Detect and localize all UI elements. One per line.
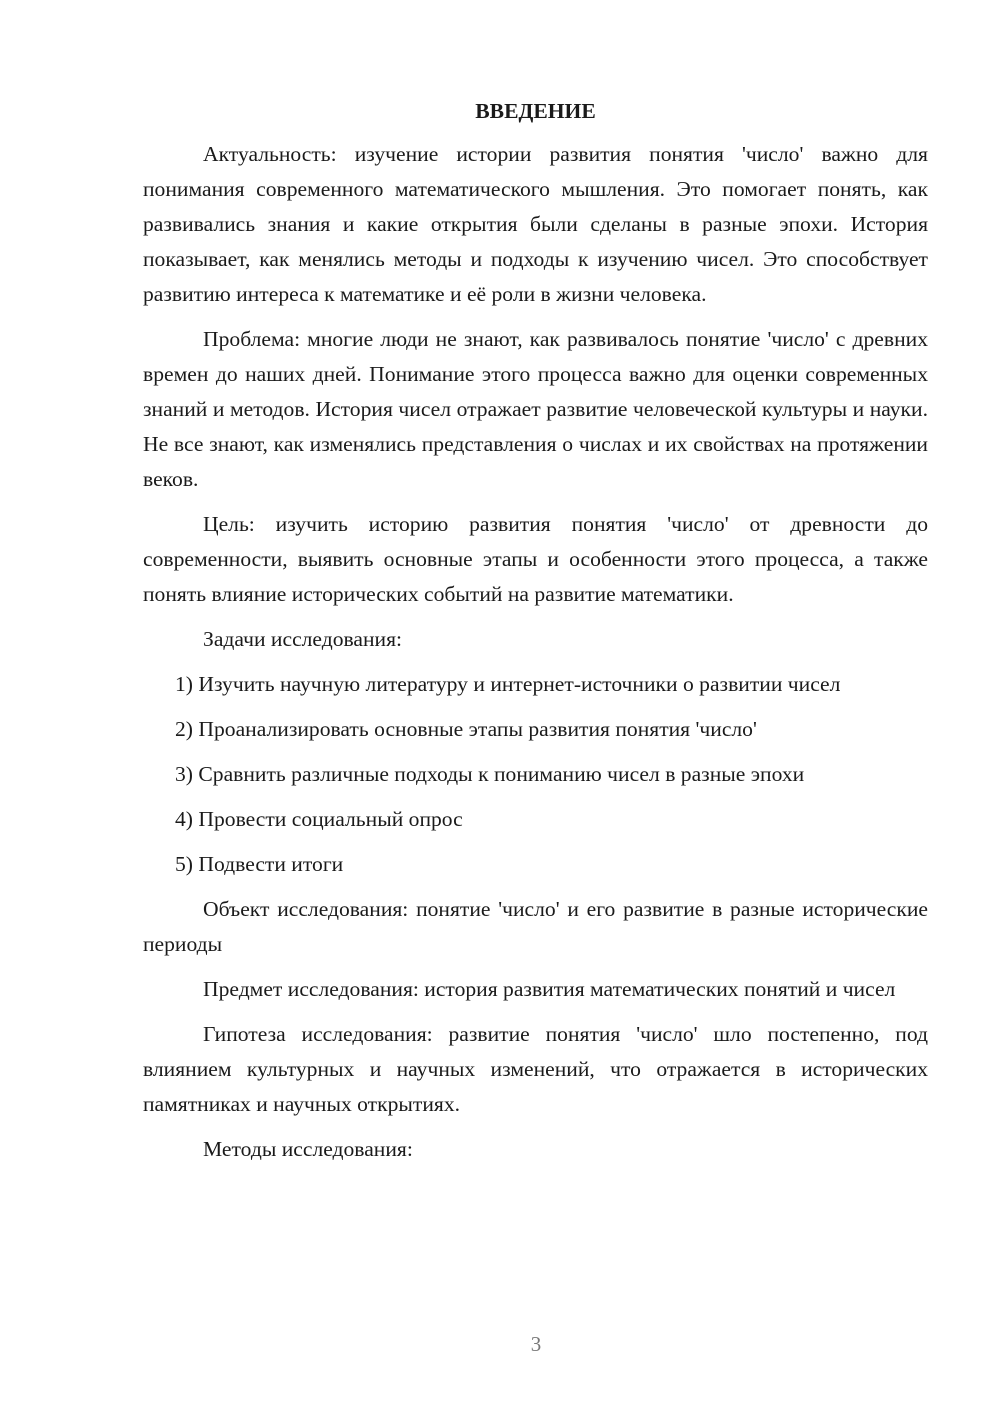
paragraph-hypothesis: Гипотеза исследования: развитие понятия 'число' шло постепенно, под влиянием культурных и научных изменений, что отражается в исторических памятниках и научных открытиях.: [143, 1022, 928, 1116]
paragraph-goal: Цель: изучить историю развития понятия 'число' от древности до современности, выявить основные этапы и особенности этого процесса, а также понять влияние исторических событий на развитие математики.: [143, 512, 928, 606]
paragraph-subject: Предмет исследования: история развития математических понятий и чисел: [203, 977, 896, 1001]
paragraph-object: Объект исследования: понятие 'число' и его развитие в разные исторические периоды: [143, 897, 928, 956]
task-item: 3) Сравнить различные подходы к пониманию чисел в разные эпохи: [175, 762, 805, 786]
paragraph-problem: Проблема: многие люди не знают, как развивалось понятие 'число' с древних времен до наших дней. Понимание этого процесса важно для оценки современных знаний и методов. История чисел отражает развитие человеческой культуры и науки. Не все знают, как изменялись представления о числах и их свойствах на протяжении веков.: [143, 327, 928, 491]
paragraph-methods: Методы исследования:: [203, 1137, 413, 1161]
task-item: 2) Проанализировать основные этапы развития понятия 'число': [175, 717, 757, 741]
paragraph-tasks-heading: Задачи исследования:: [203, 627, 403, 651]
task-item: 4) Провести социальный опрос: [175, 807, 463, 831]
section-title: ВВЕДЕНИЕ: [475, 99, 596, 123]
paragraph-relevance: Актуальность: изучение истории развития понятия 'число' важно для понимания современного математического мышления. Это помогает понять, как развивались знания и какие открытия были сделаны в разные эпохи. История показывает, как менялись методы и подходы к изучению чисел. Это способствует развитию интереса к математике и её роли в жизни человека.: [143, 142, 928, 306]
page-number: 3: [530, 1332, 542, 1356]
task-item: 1) Изучить научную литературу и интернет-источники о развитии чисел: [175, 672, 841, 696]
task-item: 5) Подвести итоги: [175, 852, 344, 876]
document-page: [143, 94, 928, 1177]
